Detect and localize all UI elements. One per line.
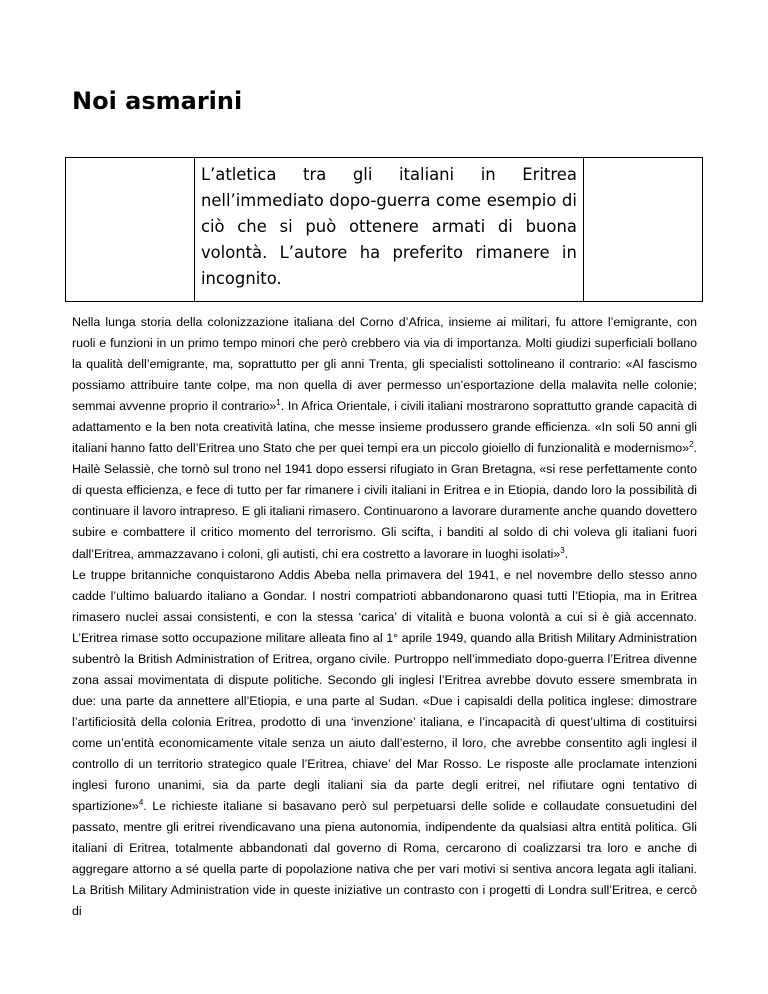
paragraph-1: [72, 312, 697, 565]
paragraph-text: . Hailè Selassiè, che tornò sul trono nel 1941 dopo essersi rifugiato in Gran Bretagna, «si rese perfettamente conto di questa efficienza, e fece di tutto per far rimanere i civili italiani in Eritrea e in Etiopia, dando loro la possibilità di continuare il lavoro intrapreso. E gli italiani rimasero. Continuarono a lavorare duramente anche quando dovettero subire e combattere il critico momento del terrorismo. Gli scifta, i banditi al soldo di chi voleva gli italiani fuori dall’Eritrea, ammazzavano i coloni, gli autisti, chi era costretto a lavorare in luoghi isolati»: [72, 441, 697, 561]
page-title: Noi asmarini: [72, 87, 243, 115]
paragraph-2: [72, 565, 697, 923]
intro-text: L’atletica tra gli italiani in Eritrea nell’immediato dopo-guerra come esempio di ciò che si può ottenere armati di buona volontà. L’autore ha preferito rimanere in incognito.: [200, 165, 577, 288]
intro-left-cell: [66, 158, 195, 302]
intro-table: [65, 157, 703, 302]
paragraph-text: . Le richieste italiane si basavano però sul perpetuarsi delle solide e collaudate consuetudini del passato, mentre gli eritrei rivendicavano una piena autonomia, indipendente da qualsiasi altra entità politica. Gli italiani di Eritrea, totalmente abbandonati dal governo di Roma, cercarono di coalizzarsi tra loro e anche di aggregare attorno a sé quella parte di popolazione nativa che per vari motivi si sentiva ancora legata agli italiani. La British Military Administration vide in queste iniziative un contrasto con i progetti di Londra sull’Eritrea, e cercò di: [72, 799, 697, 919]
footnote-ref[interactable]: 1: [276, 398, 281, 408]
paragraph-text: Le truppe britanniche conquistarono Addis Abeba nella primavera del 1941, e nel novembre dello stesso anno cadde l’ultimo baluardo italiano a Gondar. I nostri compatrioti abbandonarono quasi tutti l’Etiopia, ma in Eritrea rimasero nuclei assai consistenti, e con la stessa ‘carica’ di vitalità e buona volontà a cui si è già accennato. L’Eritrea rimase sotto occupazione militare alleata fino al 1° aprile 1949, quando alla British Military Administration subentrò la British Administration of Eritrea, organo civile. Purtroppo nell’immediato dopo-guerra l’Eritrea divenne zona assai movimentata di dispute politiche. Secondo gli inglesi l’Eritrea avrebbe dovuto essere smembrata in due: una parte da annettere all’Etiopia, e una parte al Sudan. «Due i capisaldi della politica inglese: dimostrare l’artificiosità della colonia Eritrea, prodotto di una ‘invenzione’ italiana, e l’incapacità di quest’ultima di costituirsi come un’entità economicamente vitale senza un aiuto dall’esterno, il loro, che avrebbe consentito agli inglesi il controllo di un territorio strategico quale l’Eritrea, chiave’ del Mar Rosso. Le risposte alle proclamate intenzioni inglesi furono unanimi, sia da parte degli italiani sia da parte degli eritrei, nel rifiutare ogni tentativo di spartizione»: [72, 567, 697, 814]
paragraph-text: . In Africa Orientale, i civili italiani mostrarono soprattutto grande capacità di adattamento e la ben nota creatività latina, che messe insieme produssero grande efficienza. «In soli 50 anni gli italiani hanno fatto dell’Eritrea uno Stato che per quei tempi era un piccolo gioiello di funzionalità e modernismo»: [72, 399, 697, 456]
footnote-ref[interactable]: 4: [138, 797, 144, 807]
intro-center-cell: [194, 158, 583, 302]
footnote-ref[interactable]: 3: [560, 545, 565, 555]
body-text: [72, 312, 697, 922]
paragraph-text: Nella lunga storia della colonizzazione italiana del Corno d’Africa, insieme ai militari, fu attore l’emigrante, con ruoli e funzioni in un primo tempo minori che però crebbero via via di importanza. Molti giudizi superficiali bollano la qualità dell’emigrante, ma, soprattutto per gli anni Trenta, gli specialisti sottolineano il contrario: «Al fascismo possiamo attribuire tante colpe, ma non quella di aver permesso un’esportazione della malavita nelle colonie; semmai avvenne proprio il contrario»: [72, 315, 697, 414]
footnote-ref[interactable]: 2: [689, 440, 694, 450]
paragraph-text: .: [564, 546, 569, 561]
intro-right-cell: [583, 158, 702, 302]
